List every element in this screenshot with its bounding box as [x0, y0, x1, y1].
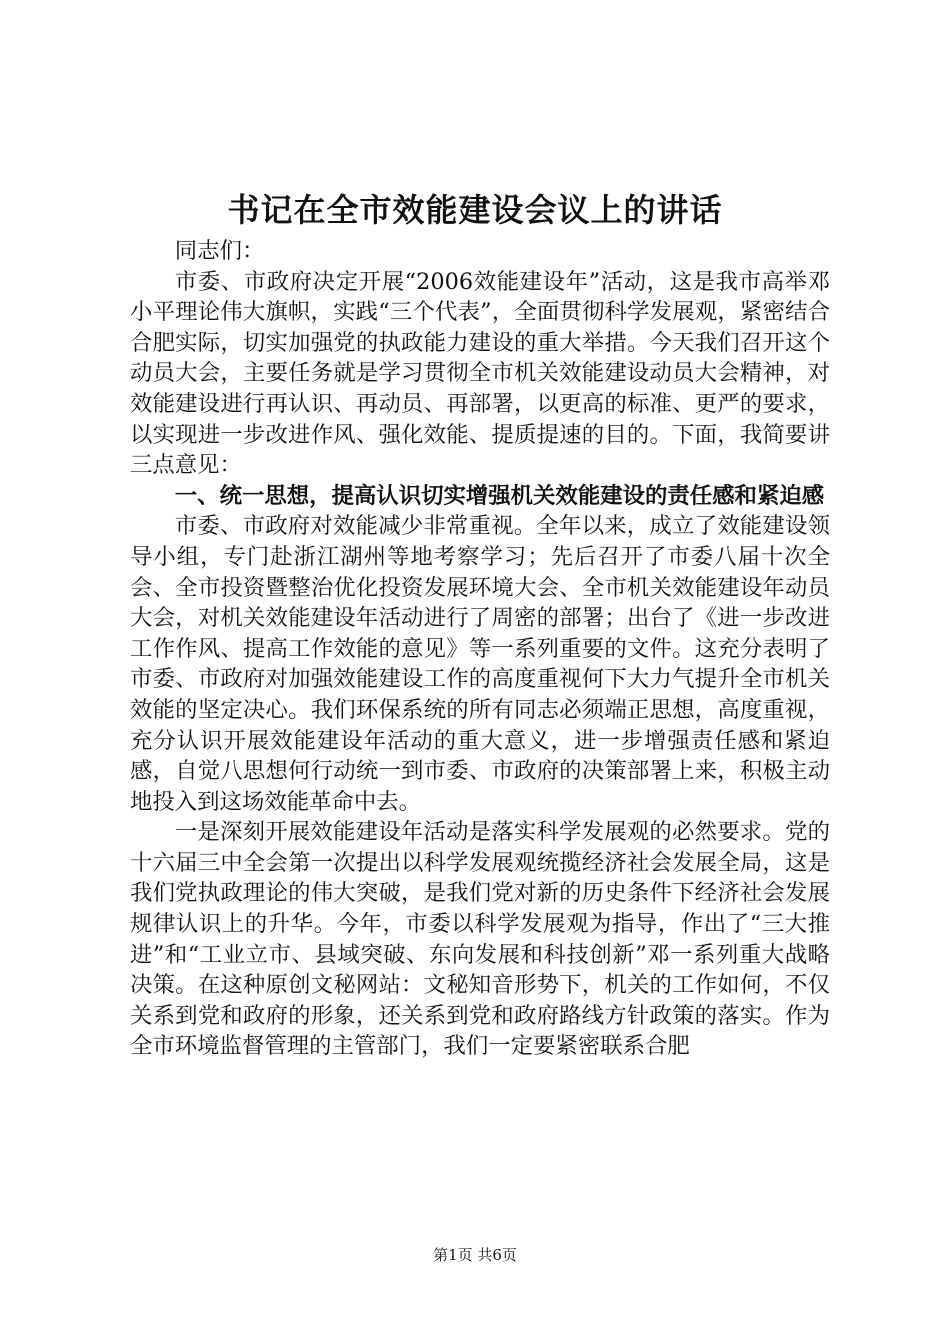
document-title: 书记在全市效能建设会议上的讲话 — [227, 191, 723, 229]
paragraph-intro: 市委、市政府决定开展“2006效能建设年”活动，这是我市高举邓小平理论伟大旗帜，实践“三个代表”，全面贯彻科学发展观，紧密结合合肥实际，切实加强党的执政能力建设的重大举措。今天我们召开这个动员大会，主要任务就是学习贯彻全市机关效能建设动员大会精神，对效能建设进行再认识、再动员、再部署，以更高的标准、更严的要求，以实现进一步改进作风、强化效能、提质提速的目的。下面，我简要讲三点意见： — [130, 268, 830, 479]
section-heading: 一、统一思想，提高认识切实增强机关效能建设的责任感和紧迫感 — [174, 482, 825, 509]
salutation: 同志们： — [174, 238, 265, 264]
document-body — [130, 236, 830, 1062]
paragraph: 一是深刻开展效能建设年活动是落实科学发展观的必然要求。党的十六届三中全会第一次提出以科学发展观统揽经济社会发展全局，这是我们党执政理论的伟大突破，是我们党对新的历史条件下经济社会发展规律认识上的升华。今年，市委以科学发展观为指导，作出了“三大推进”和“工业立市、县域突破、东向发展和科技创新”邓一系列重大战略决策。在这种原创文秘网站：文秘知音形势下，机关的工作如何，不仅关系到党和政府的形象，还关系到党和政府路线方针政策的落实。作为全市环境监督管理的主管部门，我们一定要紧密联系合肥 — [130, 819, 830, 1060]
page-number-footer: 第1页 共6页 — [433, 1246, 517, 1264]
paragraph: 市委、市政府对效能减少非常重视。全年以来，成立了效能建设领导小组，专门赴浙江湖州等地考察学习；先后召开了市委八届十次全会、全市投资暨整治优化投资发展环境大会、全市机关效能建设年动员大会，对机关效能建设年活动进行了周密的部署；出台了《进一步改进工作作风、提高工作效能的意见》等一系列重要的文件。这充分表明了市委、市政府对加强效能建设工作的高度重视何下大力气提升全市机关效能的坚定决心。我们环保系统的所有同志必须端正思想，高度重视，充分认识开展效能建设年活动的重大意义，进一步增强责任感和紧迫感，自觉八思想何行动统一到市委、市政府的决策部署上来，积极主动地投入到这场效能革命中去。 — [130, 513, 830, 815]
